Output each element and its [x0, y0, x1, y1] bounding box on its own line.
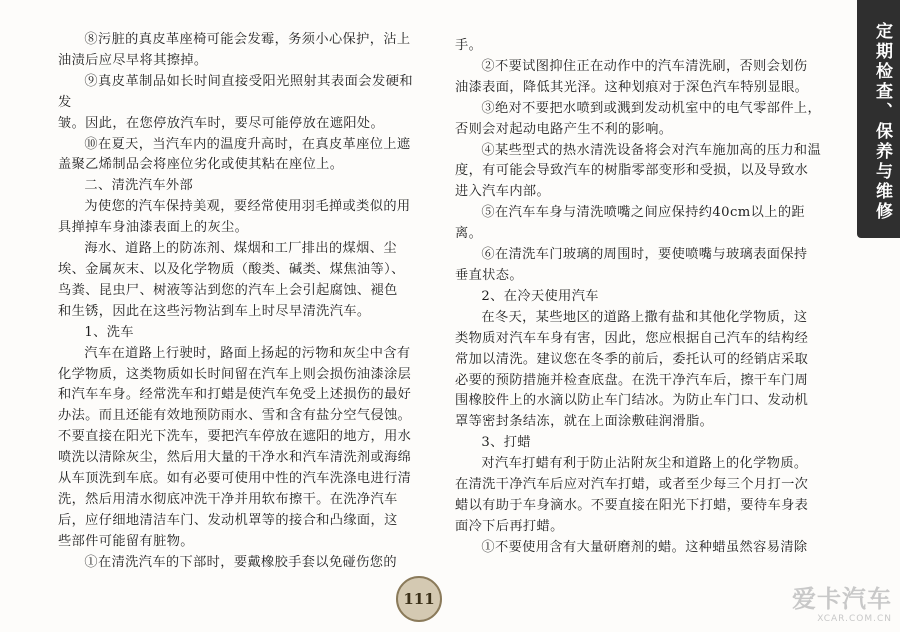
section-heading: 2、在冷天使用汽车 [481, 288, 599, 304]
paragraph-line: 埃、金属灰末、以及化学物质（酸类、碱类、煤焦油等）、 [58, 261, 405, 277]
watermark-main-text: 爱卡汽车 [792, 585, 892, 613]
paragraph-line: 垂直状态。 [455, 267, 523, 283]
paragraph-line: 在清洗干净汽车后应对汽车打蜡，或者至少每三个月打一次 [455, 477, 809, 493]
paragraph-line: ⑤在汽车车身与清洗喷嘴之间应保持约40cm以上的距 [481, 205, 805, 221]
section-heading: 二、清洗汽车外部 [84, 178, 194, 194]
paragraph-line: 从车顶洗到车底。如有必要可使用中性的汽车洗涤电进行清 [58, 471, 412, 487]
paragraph-line: 油漆表面，降低其光泽。这种划痕对于深色汽车特别显眼。 [455, 79, 809, 95]
section-heading: 1、洗车 [84, 324, 134, 340]
paragraph-line: ⑩在夏天，当汽车内的温度升高时，在真皮革座位上遮 [84, 136, 411, 152]
section-heading: 3、打蜡 [481, 435, 531, 451]
paragraph-line: ⑧污脏的真皮革座椅可能会发霉，务须小心保护，沾上 [84, 32, 411, 47]
paragraph-line: 洗，然后用清水彻底冲洗干净并用软布擦干。在洗净汽车 [58, 491, 398, 507]
paragraph-line: 盖聚乙烯制品会将座位劣化或使其粘在座位上。 [58, 157, 344, 173]
paragraph-line: 具掸掉车身油漆表面上的灰尘。 [58, 220, 249, 236]
chapter-side-tab [857, 0, 900, 238]
paragraph-line: 鸟粪、昆虫尸、树液等沾到您的汽车上会引起腐蚀、褪色 [58, 282, 398, 298]
paragraph-line: 蜡以有助于车身滴水。不要直接在阳光下打蜡，要待车身表 [455, 497, 809, 513]
paragraph-line: 化学物质，这类物质如长时间留在汽车上则会损伤油漆涂层 [58, 366, 412, 382]
paragraph-line: 为使您的汽车保持美观，要经常使用羽毛掸或类似的用 [84, 199, 411, 215]
paragraph-line: 否则会对起动电路产生不利的影响。 [455, 121, 673, 137]
paragraph-line: 后，应仔细地清洁车门、发动机罩等的接合和凸缘面，这 [58, 512, 398, 528]
paragraph-line: 喷洗以清除灰尘，然后用大量的干净水和汽车清洗剂或海绵 [58, 450, 412, 466]
right-text-column [455, 36, 843, 559]
paragraph-line: 对汽车打蜡有利于防止沾附灰尘和道路上的化学物质。 [481, 456, 808, 472]
paragraph-line: 些部件可能留有脏物。 [58, 533, 194, 549]
paragraph-line: 办法。而且还能有效地预防雨水、雪和含有盐分空气侵蚀。 [58, 408, 412, 424]
paragraph-line: ①不要使用含有大量研磨剂的蜡。这种蜡虽然容易清除 [481, 539, 808, 555]
paragraph-line: 面冷下后再打蜡。 [455, 518, 564, 534]
paragraph-line: 皱。因此，在您停放汽车时，要尽可能停放在遮阳处。 [58, 115, 385, 131]
paragraph-line: ⑥在清洗车门玻璃的周围时，要使喷嘴与玻璃表面保持 [481, 247, 808, 263]
paragraph-line: 和汽车车身。经常洗车和打蜡是使汽车免受上述损伤的最好 [58, 387, 412, 403]
paragraph-line: 海水、道路上的防冻剂、煤烟和工厂排出的煤烟、尘 [84, 241, 397, 257]
chapter-title: 定期检查、保养与维修 [872, 22, 892, 222]
paragraph-line: 常加以清洗。建议您在冬季的前后，委托认可的经销店采取 [455, 351, 809, 367]
paragraph-line: 油渍后应尽早将其擦掉。 [58, 52, 208, 68]
paragraph-line: ③绝对不要把水喷到或溅到发动机室中的电气零部件上， [481, 100, 822, 116]
paragraph-line: ①在清洗汽车的下部时，要戴橡胶手套以免碰伤您的 [84, 554, 397, 570]
paragraph-line: ②不要试图抑住正在动作中的汽车清洗刷，否则会划伤 [481, 58, 808, 74]
paragraph-line: 度，有可能会导致汽车的树脂零部变形和受损，以及导致水 [455, 163, 809, 179]
paragraph-line: 围橡胶件上的水滴以防止车门结冰。为防止车门口、发动机 [455, 393, 809, 409]
page-number-badge: 111 [396, 576, 442, 622]
paragraph-line: 进入汽车内部。 [455, 184, 551, 200]
paragraph-line: 汽车在道路上行驶时，路面上扬起的污物和灰尘中含有 [84, 345, 411, 361]
paragraph-line: 罩等密封条结冻，就在上面涂敷硅润滑脂。 [455, 414, 714, 430]
paragraph-line: 不要直接在阳光下洗车，要把汽车停放在遮阳的地方，用水 [58, 429, 412, 445]
watermark-logo [792, 579, 892, 624]
paragraph-line: 在冬天，某些地区的道路上撒有盐和其他化学物质，这 [481, 309, 808, 325]
paragraph-line: 和生锈，因此在这些污物沾到车上时尽早清洗汽车。 [58, 303, 371, 319]
paragraph-line: ⑨真皮革制品如长时间直接受阳光照射其表面会发硬和发 [58, 73, 413, 110]
left-text-column [58, 30, 413, 574]
paragraph-line: ④某些型式的热水清洗设备将会对汽车施加高的压力和温 [481, 142, 822, 158]
watermark-url-text: XCAR.COM.CN [817, 614, 892, 624]
paragraph-line: 手。 [455, 38, 483, 53]
paragraph-line: 必要的预防措施并检查底盘。在洗干净汽车后，擦干车门周 [455, 372, 809, 388]
paragraph-line: 离。 [455, 226, 483, 242]
paragraph-line: 类物质对汽车车身有害，因此，您应根据自己汽车的结构经 [455, 330, 809, 346]
